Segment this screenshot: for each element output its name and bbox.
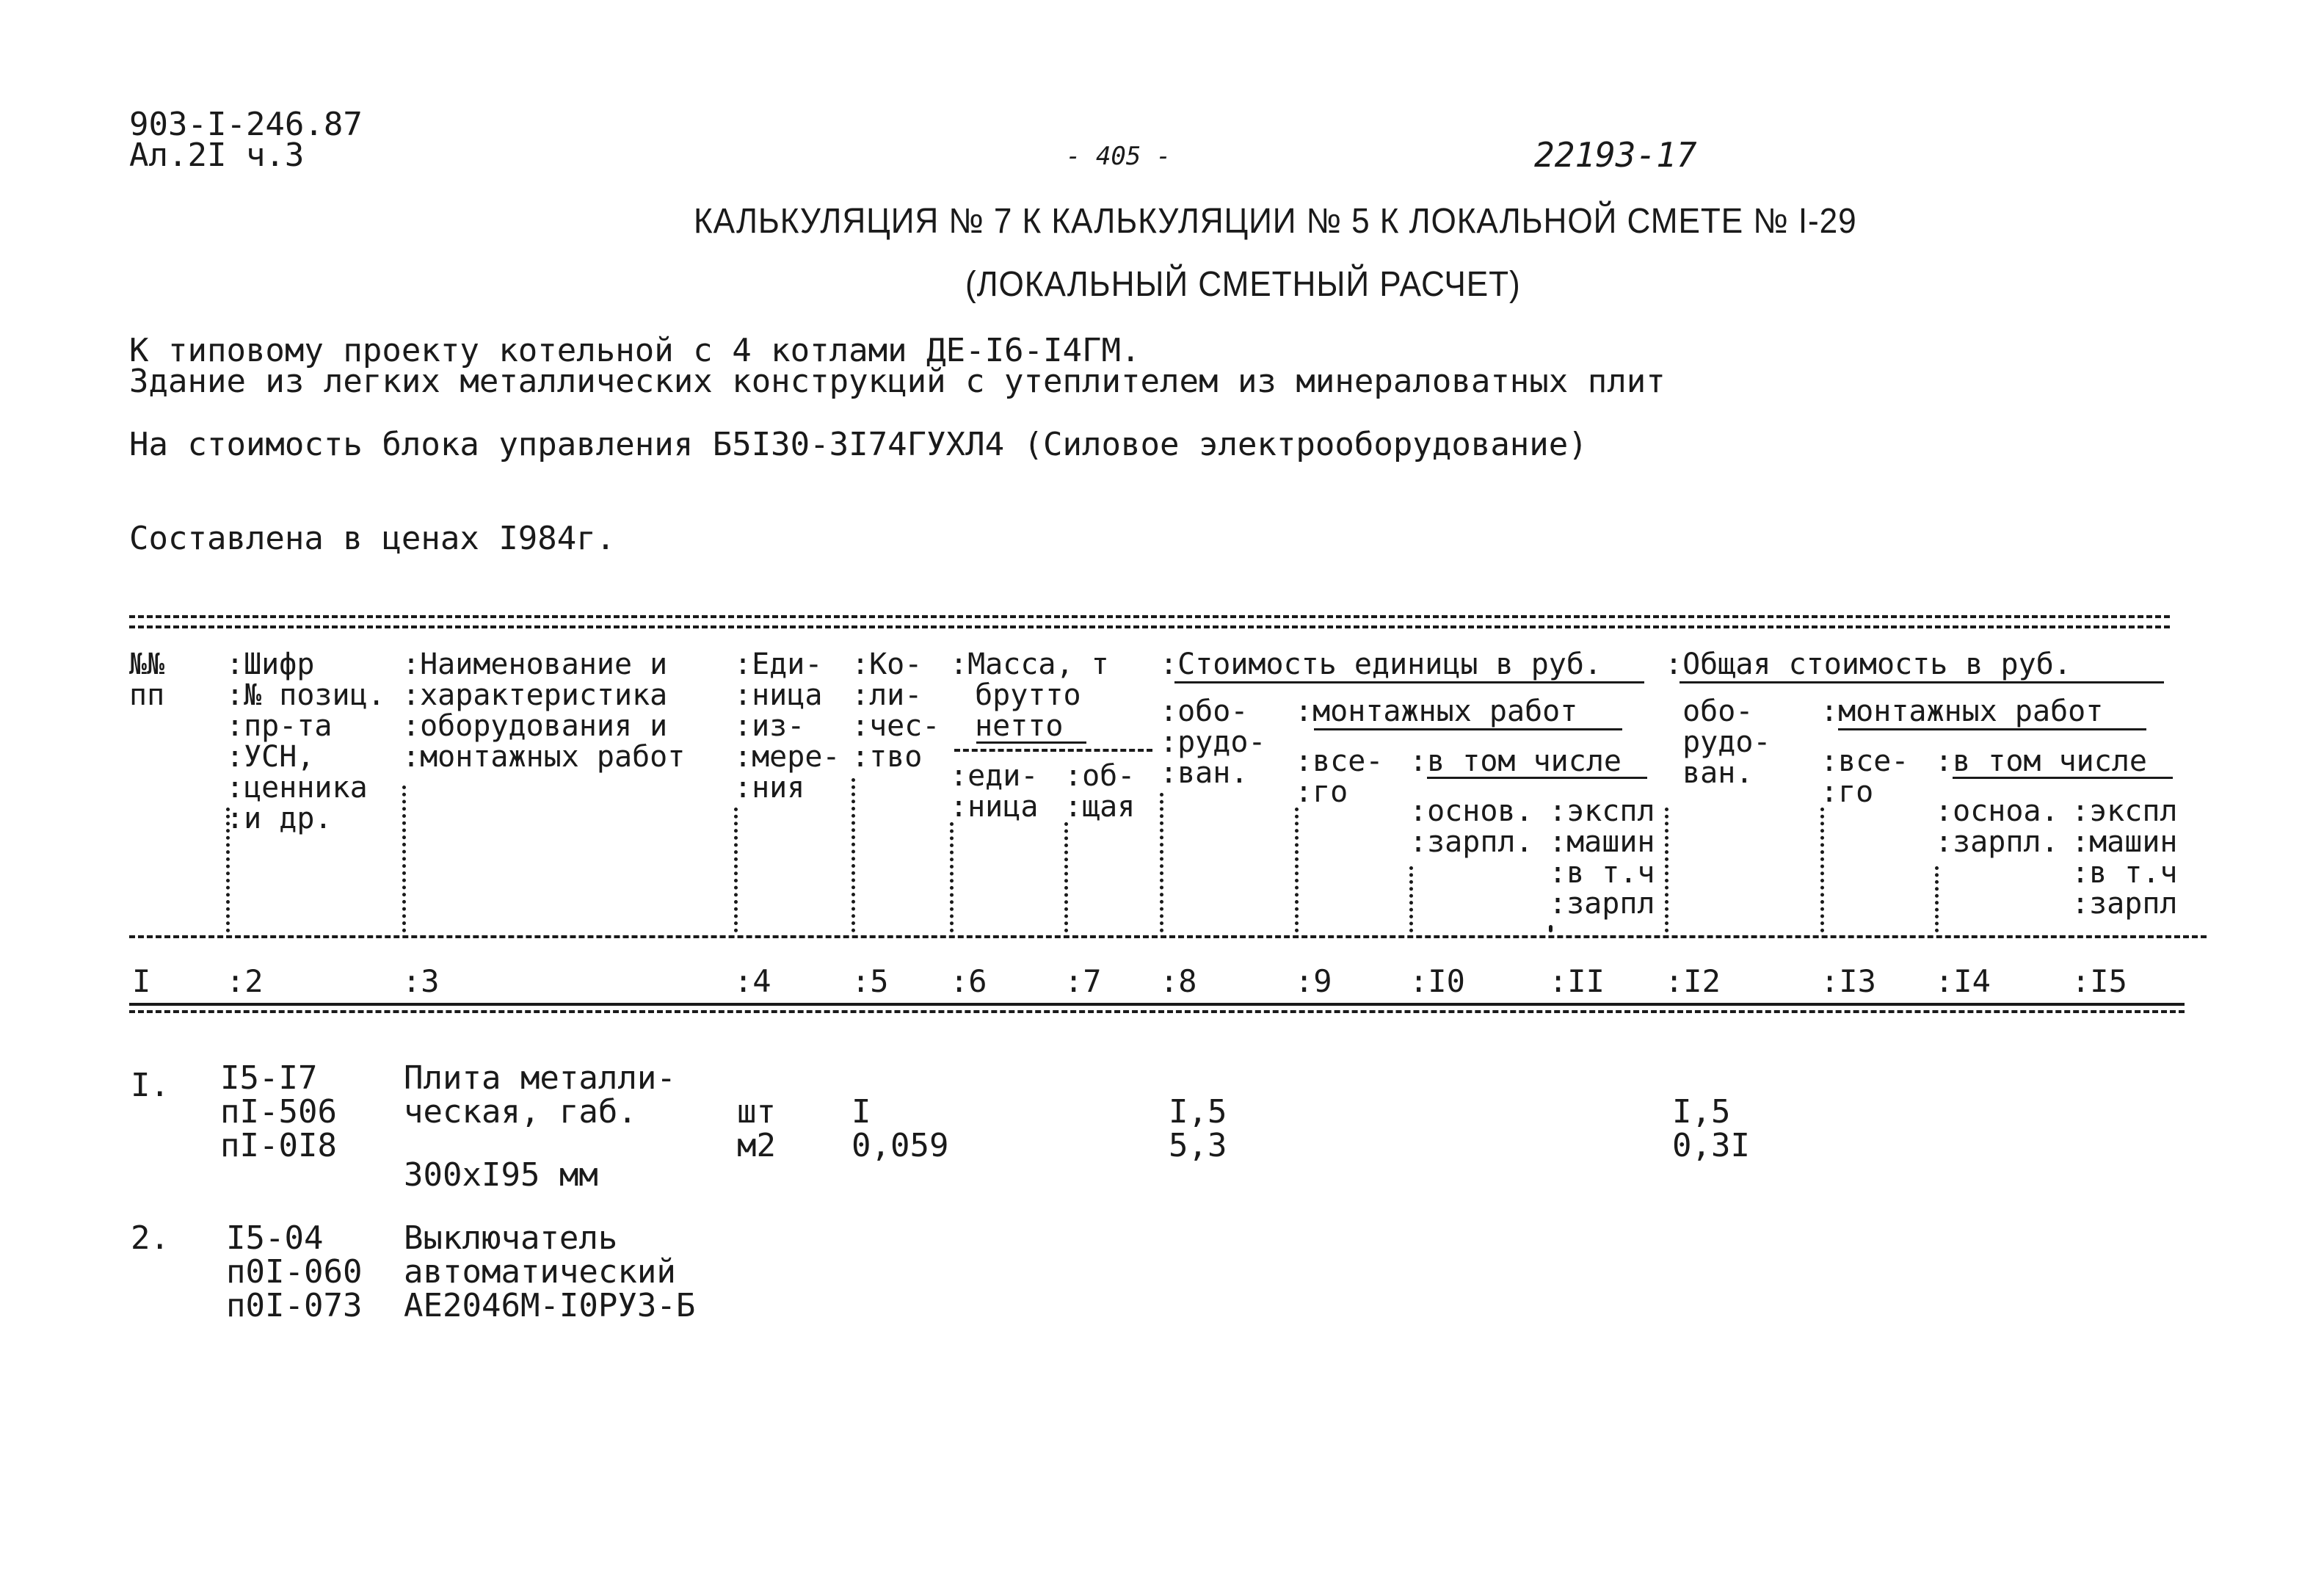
sep-10	[1409, 866, 1413, 932]
colnum-4: :4	[734, 963, 771, 999]
sep-9	[1295, 808, 1299, 932]
colnum-1: I	[132, 963, 151, 999]
colnum-5: :5	[851, 963, 889, 999]
sep-11	[1549, 925, 1553, 932]
row-unit: шт м2	[737, 1093, 776, 1164]
header-mont2-group: :монтажных работ	[1820, 694, 2104, 728]
document-code: 903-I-246.87	[129, 106, 363, 143]
row-unit-equipment-cost: I,5 5,3	[1169, 1093, 1227, 1164]
header-mont1-group: :монтажных работ	[1295, 694, 1578, 728]
intro-cost-subject: На стоимость блока управления Б5I30-3I74ГУХЛ4 (Силовое электрооборудование)	[129, 426, 1588, 463]
row-name: Плита металли- ческая, габ.	[404, 1059, 676, 1131]
sep-2	[226, 808, 230, 932]
header-mass-sub: брутто нетто	[975, 678, 1081, 743]
header-incl2-group: :в том числе	[1935, 744, 2147, 778]
header-col-12: обо- рудо- ван.	[1682, 694, 1771, 790]
colnum-7: :7	[1064, 963, 1102, 999]
page-number: - 405 -	[1066, 142, 1172, 171]
colnum-3: :3	[402, 963, 440, 999]
row-name-extra: 300хI95 мм	[404, 1156, 598, 1194]
row-total-equipment-cost: I,5 0,3I	[1672, 1093, 1750, 1164]
row-name: Выключатель автоматический АЕ2046М-I0РУ3-Б	[404, 1219, 696, 1324]
total-cost-underline	[1680, 681, 2164, 683]
header-col-8: :обо- :рудо- :ван.	[1160, 694, 1266, 790]
colnum-underline	[129, 1003, 2185, 1006]
row-code: I5-I7 пI-506 пI-0I8	[220, 1059, 337, 1164]
incl1-underline	[1427, 777, 1647, 779]
colnum-10: :I0	[1409, 963, 1465, 999]
sep-3	[402, 786, 406, 932]
row-code: I5-04 п0I-060 п0I-073	[226, 1219, 363, 1324]
header-col-4: :Еди- :ница :из- :мере- :ния	[734, 648, 840, 805]
intro-building: Здание из легких металлических конструкций с утеплителем из минераловатных плит	[129, 363, 1666, 400]
header-incl1-group: :в том числе	[1409, 744, 1622, 778]
sep-8	[1160, 793, 1163, 932]
header-col-13: :все- :го	[1820, 744, 1909, 809]
header-col-5: :Ко- :ли- :чес- :тво	[851, 648, 940, 774]
sep-6	[950, 822, 954, 932]
colnum-14: :I4	[1935, 963, 1991, 999]
colnum-8: :8	[1160, 963, 1197, 999]
colnum-underline-2	[129, 1010, 2185, 1013]
intro-project: К типовому проекту котельной с 4 котлами ДЕ-I6-I4ГМ.	[129, 332, 1141, 369]
header-col-15: :экспл :машин :в т.ч :зарпл	[2071, 794, 2178, 921]
sep-13	[1820, 808, 1824, 932]
album-reference: Ал.2I ч.3	[129, 137, 305, 174]
header-col-7: :об- :щая	[1064, 759, 1136, 824]
table-top-border-2	[129, 625, 2170, 628]
stamp-number: 22193-17	[1534, 135, 1697, 175]
row-number: 2.	[131, 1219, 170, 1257]
document-subtitle: (ЛОКАЛЬНЫЙ СМЕТНЫЙ РАСЧЕТ)	[965, 265, 1521, 304]
sep-5	[851, 778, 855, 932]
header-col-14: :осноа. :зарпл.	[1935, 794, 2059, 859]
header-total-cost-group: :Общая стоимость в руб.	[1665, 648, 2071, 681]
colnum-13: :I3	[1820, 963, 1876, 999]
row-number: I.	[131, 1067, 170, 1104]
mont1-underline	[1314, 728, 1622, 730]
header-bottom-border	[129, 935, 2207, 938]
intro-price-basis: Составлена в ценах I984г.	[129, 520, 616, 557]
sep-4	[734, 808, 738, 932]
header-col-3: :Наименование и :характеристика :оборудования и :монтажных работ	[402, 648, 686, 774]
header-col-1: №№ пп	[129, 648, 165, 712]
header-col-10: :основ. :зарпл.	[1409, 794, 1533, 859]
sep-12	[1665, 808, 1668, 932]
header-unit-cost-group: :Стоимость единицы в руб.	[1160, 648, 1602, 681]
header-col-6: :еди- :ница	[950, 759, 1039, 824]
table-top-border	[129, 615, 2170, 618]
colnum-6: :6	[950, 963, 987, 999]
colnum-15: :I5	[2071, 963, 2127, 999]
header-col-11: :экспл :машин :в т.ч :зарпл	[1549, 794, 1655, 921]
row-quantity: I 0,059	[851, 1093, 949, 1164]
mass-underline	[976, 741, 1086, 744]
colnum-11: :II	[1549, 963, 1605, 999]
unit-cost-underline	[1174, 681, 1644, 683]
colnum-12: :I2	[1665, 963, 1721, 999]
header-col-2: :Шифр :№ позиц. :пр-та :УСН, :ценника :и др.	[226, 648, 385, 835]
mont2-underline	[1838, 728, 2146, 730]
sep-14	[1935, 866, 1939, 932]
header-col-9: :все- :го	[1295, 744, 1384, 809]
colnum-9: :9	[1295, 963, 1332, 999]
incl2-underline	[1953, 777, 2173, 779]
document-title: КАЛЬКУЛЯЦИЯ № 7 К КАЛЬКУЛЯЦИИ № 5 К ЛОКАЛЬНОЙ СМЕТЕ № I-29	[694, 202, 1857, 241]
colnum-2: :2	[226, 963, 264, 999]
sep-7	[1064, 822, 1068, 932]
mass-divider	[954, 749, 1152, 752]
header-mass-group: :Масса, т	[950, 648, 1109, 681]
